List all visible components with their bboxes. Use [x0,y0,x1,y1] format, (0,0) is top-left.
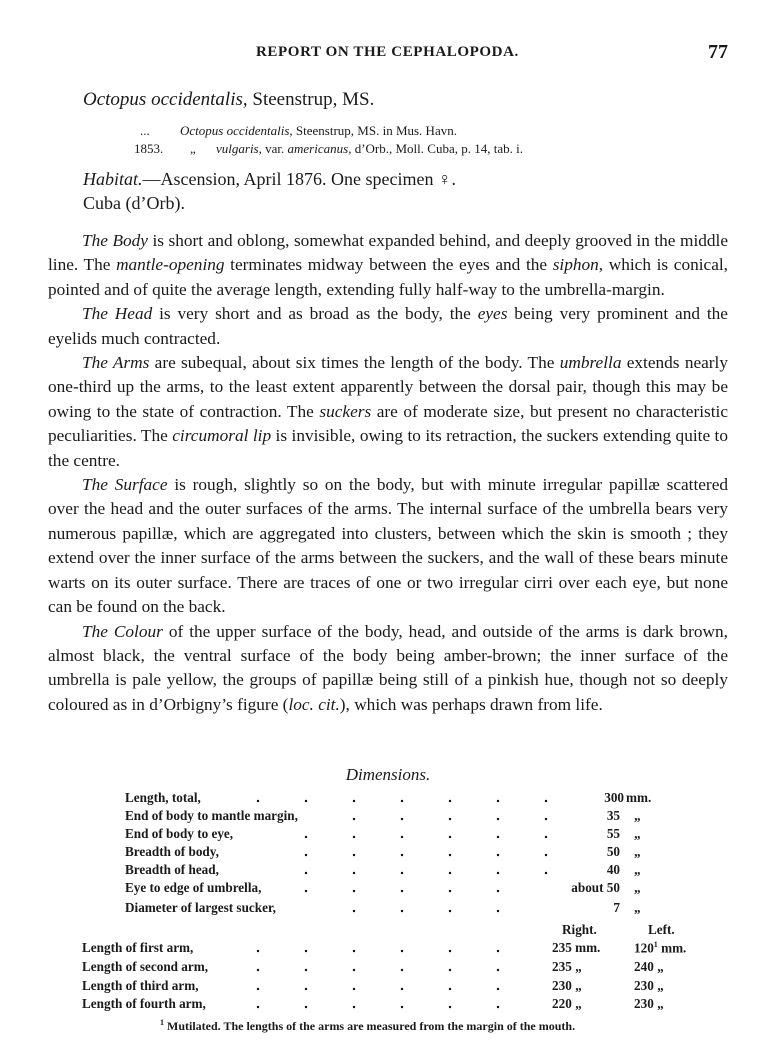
table-row [0,978,776,996]
term: mantle-opening [116,255,225,275]
synonymy-ref: , Steenstrup, MS. in Mus. Havn. [289,123,457,138]
dot-leader [234,963,534,973]
dot-leader [234,1000,534,1010]
left-value: 120 [634,940,654,956]
row-unit: „ [634,900,641,915]
synonymy-mid: , var. [258,141,288,156]
row-label: Diameter of largest sucker, [125,900,276,915]
synonymy-ref: , d’Orb., Moll. Cuba, p. 14, tab. i. [348,141,523,156]
dot-leader [282,848,584,858]
left-unit: mm. [657,940,687,956]
row-label: Breadth of head, [125,862,219,877]
row-label: Breadth of body, [125,844,219,859]
row-label: Length, total, [125,790,201,805]
row-label: Length of fourth arm, [82,996,206,1011]
term: circumoral lip [172,426,272,446]
left-unit: „ [653,959,664,974]
row-value-right: 235 „ [552,959,582,974]
row-unit: mm. [626,790,652,805]
term: umbrella [559,353,622,373]
dot-leader [330,812,584,822]
row-value-left [634,978,664,994]
table-row [0,826,776,844]
table-row [0,808,776,826]
row-value-right: 220 „ [552,996,582,1011]
table-row [0,880,776,898]
text: is short and oblong, somewhat expanded behind, and deeply grooved in the middle line. The [48,231,728,275]
term: loc. cit. [288,694,340,714]
row-value: 7 [613,900,620,915]
synonymy-year: 1853. [134,141,164,156]
left-unit: „ [653,978,664,993]
term: siphon [552,255,599,275]
term: The Colour [82,621,163,641]
dimensions-heading: Dimensions. [345,765,431,784]
dot-leader [234,944,534,954]
row-unit: „ [634,826,641,841]
footnote [160,1018,575,1034]
text: extends nearly one-third up the arms, to the least extent apparently between the dorsal pair, though this may be owing to the state of contraction. The [48,353,728,421]
row-value: 35 [606,808,620,823]
column-header-right: Right. [562,922,597,937]
row-value: 55 [606,826,620,841]
row-unit: „ [634,862,641,877]
table-row [0,900,776,918]
text: being very prominent and the eyelids much contracted. [48,304,728,348]
term: eyes [477,304,508,324]
text: are subequal, about six times the length of the body. The [149,353,560,373]
habitat-text-2: Cuba (d’Orb). [83,193,185,213]
text: is invisible, owing to its retraction, the suckers extending quite to the centre. [48,426,729,470]
table-row [0,959,776,977]
text: is rough, slightly so on the body, but with minute irregular papillæ scattered over the head and the outer surfaces of the arms. The internal surface of the umbrella bears very numerous papillæ, which are aggregated into clusters, between which the skin is smooth ; they extend over the inner surface of the arms between the suckers, and the wall of these bears minute warts on its outer surface. There are traces of one or two irregular cirri over each eye, but none can be found on the back. [48,475,729,617]
term: suckers [319,401,372,421]
dot-leader [282,830,584,840]
running-title: REPORT ON THE CEPHALOPODA. [256,44,519,60]
term: The Head [82,304,153,324]
row-label: Length of second arm, [82,959,209,974]
text: , which is conical, pointed and of quite the average length, extending fully half-way to the umbrella-margin. [48,255,728,299]
habitat-label: Habitat. [83,169,143,189]
row-label: Length of third arm, [82,978,199,993]
synonymy-name: vulgaris [216,141,259,156]
dot-leader [282,884,536,894]
row-label: Length of first arm, [82,940,194,955]
table-row [0,862,776,880]
row-label: End of body to eye, [125,826,234,841]
column-header-left: Left. [648,922,675,937]
term: The Surface [82,475,168,495]
left-value: 240 [634,959,654,974]
text: are of moderate size, but present no characteristic peculiarities. The [48,401,729,446]
dot-leader [282,866,584,876]
row-label: End of body to mantle margin, [125,808,298,823]
table-row [0,844,776,862]
dot-leader [330,904,536,914]
row-value: 300 [604,790,624,805]
species-authority: , Steenstrup, MS. [242,89,375,110]
term: The Arms [82,353,150,373]
habitat-text: —Ascension, April 1876. One specimen ♀. [142,169,456,189]
page-number: 77 [708,41,728,63]
synonymy-ditto: „ [190,141,196,156]
left-value: 230 [634,996,654,1011]
row-unit: „ [634,844,641,859]
text: terminates midway between the eyes and the [224,255,553,275]
text: ), which was perhaps drawn from life. [339,694,603,714]
table-row [0,940,776,958]
synonymy-name: Octopus occidentalis [180,123,290,138]
row-label: Eye to edge of umbrella, [125,880,262,895]
row-value-left [634,996,664,1012]
table-row [0,996,776,1014]
synonymy-year: ... [140,123,150,138]
table-row [0,790,776,808]
row-value-right: 230 „ [552,978,582,993]
row-unit: „ [634,880,641,895]
dot-leader [234,982,534,992]
species-name: Octopus occidentalis [83,89,243,110]
text: is very short and as broad as the body, the [152,304,478,324]
synonymy-name-variety: americanus [287,141,349,156]
row-value: 50 [606,844,620,859]
footnote-mark: 1 [653,940,658,949]
footnote-text: Mutilated. The lengths of the arms are measured from the margin of the mouth. [164,1019,576,1033]
row-value-right: 235 mm. [552,940,601,955]
dot-leader [234,794,584,804]
text: of the upper surface of the body, head, and outside of the arms is dark brown, almost black, the ventral surface of the body being amber-brown; the inner surface of the umbrella is pale yellow, the groups of papillæ being still of a pinkish hue, though not so deeply coloured as in d’Orbigny’s figure ( [48,621,728,714]
term: The Body [82,231,148,250]
row-value-left [634,959,664,975]
left-value: 230 [634,978,654,993]
footnote-mark: 1 [160,1018,164,1027]
left-unit: „ [653,996,664,1011]
row-unit: „ [634,808,641,823]
row-value-left [634,940,686,956]
row-value: about 50 [571,880,620,895]
row-value: 40 [606,862,620,877]
